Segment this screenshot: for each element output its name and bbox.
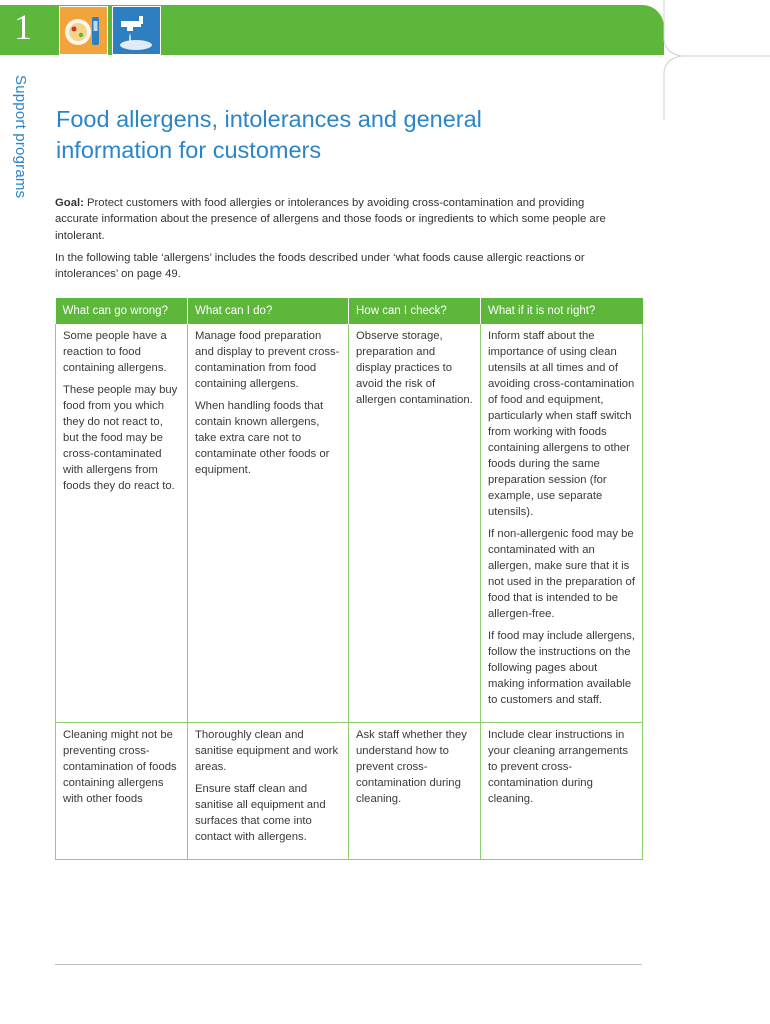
cell-paragraph: Manage food preparation and display to prevent cross-contamination from food containing allergens. (195, 330, 340, 390)
goal-paragraph (55, 195, 630, 244)
cell-paragraph: Ask staff whether they understand how to prevent cross-contamination during cleaning. (356, 729, 467, 805)
food-hygiene-icon (59, 6, 108, 55)
table-cell (188, 723, 349, 860)
goal-text: Protect customers with food allergies or intolerances by avoiding cross-contamination and providing accurate information about the presence of allergens and those foods or ingredients to which some people are intolerant. (55, 197, 606, 242)
section-number: 1 (14, 7, 32, 47)
corner-decoration (620, 0, 770, 120)
intro-text (55, 195, 630, 288)
table-note: In the following table ‘allergens’ includes the foods described under ‘what foods cause allergic reactions or intolerances’ on page 49. (55, 251, 585, 281)
cell-paragraph: When handling foods that contain known allergens, take extra care not to contaminate other foods or equipment. (195, 400, 330, 476)
table-row (56, 324, 643, 723)
cell-paragraph: Include clear instructions in your cleaning arrangements to prevent cross-contamination during cleaning. (488, 729, 629, 805)
footer-divider (55, 964, 642, 965)
table-cell (349, 723, 481, 860)
cell-paragraph: Some people have a reaction to food containing allergens. (63, 330, 167, 374)
page-title: Food allergens, intolerances and general information for customers (56, 106, 482, 163)
table-header-row (56, 298, 643, 324)
cell-paragraph: If food may include allergens, follow the instructions on the following pages about making information available to customers and staff. (488, 630, 635, 706)
column-header: How can I check? (349, 298, 481, 324)
table-cell (56, 324, 188, 723)
table-cell (481, 723, 643, 860)
goal-label: Goal: (55, 197, 84, 209)
section-side-label: Support programs (12, 75, 29, 199)
cell-paragraph: If non-allergenic food may be contaminated with an allergen, make sure that it is not used in the preparation of food that is intended to be allergen-free. (488, 528, 635, 620)
cell-paragraph: These people may buy food from you which they do not react to, but the food may be cross-contaminated with allergens from foods they do react to. (63, 384, 178, 492)
column-header: What can go wrong? (56, 298, 188, 324)
table-cell (349, 324, 481, 723)
table-cell (56, 723, 188, 860)
cell-paragraph: Ensure staff clean and sanitise all equipment and surfaces that come into contact with allergens. (195, 783, 326, 843)
table-row (56, 723, 643, 860)
cell-paragraph: Observe storage, preparation and display practices to avoid the risk of allergen contamination. (356, 330, 473, 406)
column-header: What if it is not right? (481, 298, 643, 324)
allergen-table (55, 298, 643, 860)
table-cell (481, 324, 643, 723)
cell-paragraph: Thoroughly clean and sanitise equipment and work areas. (195, 729, 339, 773)
cell-paragraph: Inform staff about the importance of using clean utensils at all times and of avoiding cross-contamination of food and equipment, particularly when staff switch from working with foods containing allergens to other foods during the same preparation session (for example, use separate utensils). (488, 330, 635, 518)
cell-paragraph: Cleaning might not be preventing cross-contamination of foods containing allergens with other foods (63, 729, 177, 805)
table-cell (188, 324, 349, 723)
column-header: What can I do? (188, 298, 349, 324)
handwashing-icon (112, 6, 161, 55)
